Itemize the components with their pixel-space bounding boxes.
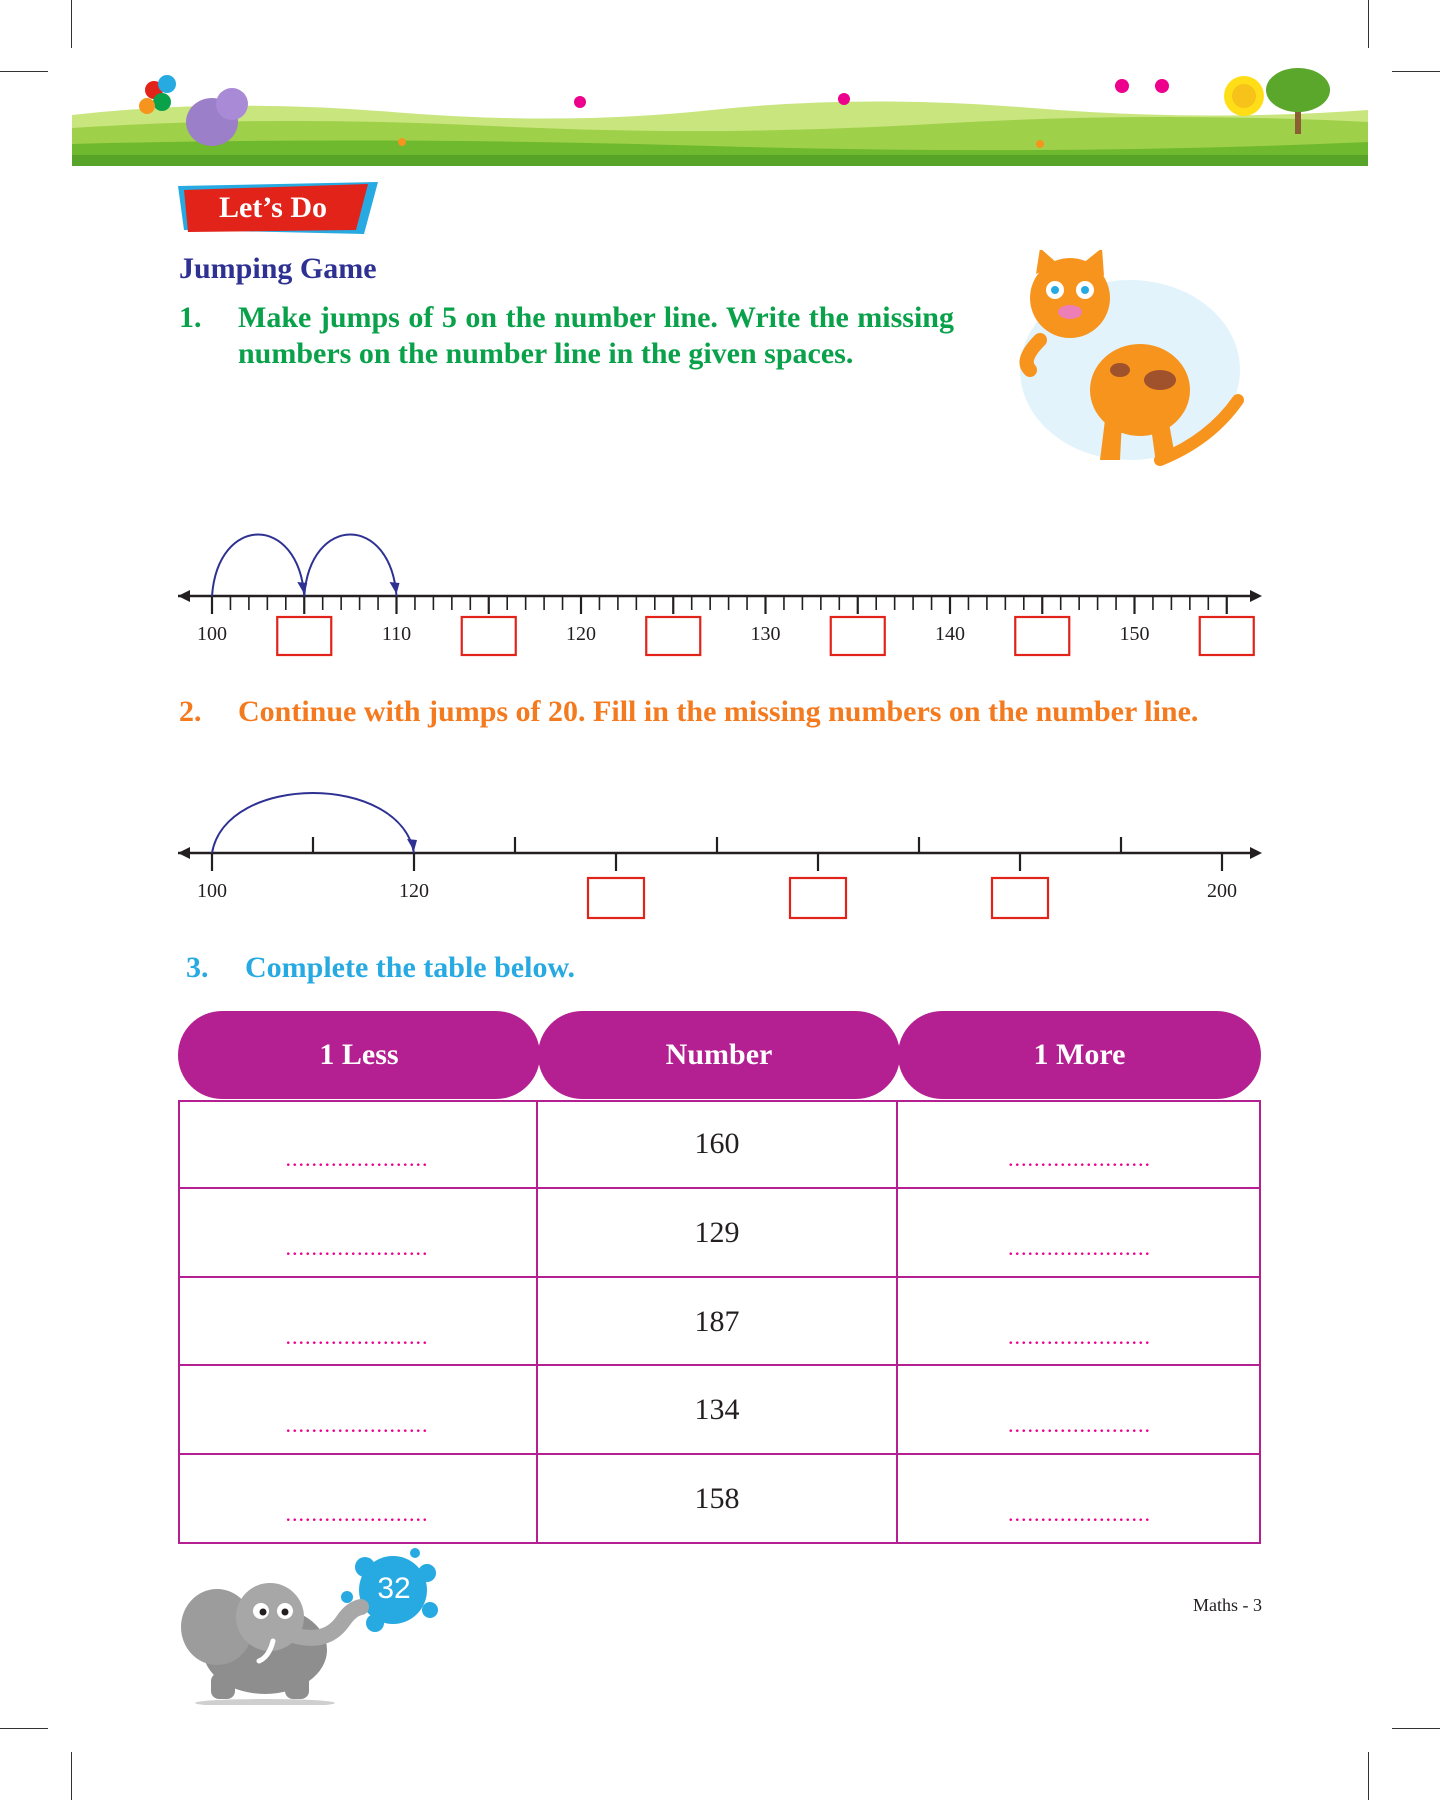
- answer-box: [1015, 617, 1069, 655]
- table-cell-blank[interactable]: [898, 1366, 1261, 1455]
- crop-mark: [0, 1728, 48, 1729]
- number-line-label: 100: [197, 623, 227, 645]
- table-header-1-less: 1 Less: [178, 1011, 540, 1099]
- number-line-label: 140: [935, 623, 965, 645]
- table-cell-number: [538, 1100, 898, 1189]
- table-cell-blank[interactable]: [898, 1100, 1261, 1189]
- crop-mark: [71, 1752, 72, 1800]
- table-cell-number: [538, 1366, 898, 1455]
- table-cell-blank[interactable]: [178, 1366, 538, 1455]
- answer-blank: ......................: [1008, 1412, 1151, 1438]
- answer-blank: ......................: [285, 1501, 429, 1527]
- question-number: 2.: [179, 695, 202, 728]
- answer-blank: ......................: [285, 1234, 429, 1260]
- meadow-banner-illustration: [72, 60, 1368, 166]
- crop-mark: [71, 0, 72, 48]
- jump-arrowhead: [297, 582, 307, 594]
- number-line-label: 200: [1207, 880, 1237, 902]
- crop-mark: [1368, 0, 1369, 48]
- answer-blank: ......................: [1008, 1146, 1151, 1171]
- question-3: [186, 950, 786, 990]
- footer-book-title: Maths - 3: [1193, 1595, 1262, 1615]
- answer-box: [277, 617, 331, 655]
- elephant-illustration: [175, 1545, 450, 1705]
- table-cell-blank[interactable]: [178, 1455, 538, 1544]
- table-cell-blank[interactable]: [178, 1189, 538, 1278]
- question-text: Make jumps of 5 on the number line. Write the missing numbers on the number line in the given spaces.: [238, 301, 954, 370]
- jump-arc: [212, 535, 304, 597]
- table-number-value: 160: [694, 1127, 740, 1160]
- table-cell-number: [538, 1189, 898, 1278]
- table-number-value: 134: [694, 1393, 740, 1427]
- table-cell-blank[interactable]: [178, 1100, 538, 1189]
- table-number-value: 129: [694, 1215, 740, 1249]
- number-line-label: 130: [750, 623, 781, 645]
- table-cell-number: [538, 1455, 898, 1544]
- answer-blank: ......................: [1008, 1501, 1151, 1527]
- answer-box: [992, 878, 1048, 918]
- number-line-label: 110: [381, 623, 412, 645]
- answer-blank: ......................: [1008, 1323, 1151, 1349]
- question-number: 1.: [179, 301, 202, 334]
- answer-box: [646, 617, 700, 655]
- jump-arc: [212, 793, 414, 853]
- answer-blank: ......................: [285, 1323, 429, 1349]
- crop-mark: [1392, 1728, 1440, 1729]
- crop-mark: [1392, 71, 1440, 72]
- table-cell-blank[interactable]: [898, 1189, 1261, 1278]
- axis-arrow-left: [178, 590, 190, 602]
- answer-blank: ......................: [285, 1146, 429, 1171]
- answer-box: [462, 617, 516, 655]
- page-number: 32: [377, 1572, 411, 1605]
- answer-box: [588, 878, 644, 918]
- axis-arrow-right: [1250, 590, 1262, 602]
- answer-table: [178, 1100, 1261, 1544]
- number-line-label: 100: [197, 880, 227, 902]
- table-number-value: 187: [694, 1304, 740, 1338]
- crop-mark: [1368, 1752, 1369, 1800]
- number-line-label: 150: [1119, 623, 1150, 645]
- answer-blank: ......................: [285, 1412, 429, 1438]
- table-header-1-more: 1 More: [898, 1011, 1261, 1099]
- number-line-label: 120: [399, 880, 429, 902]
- table-cell-blank[interactable]: [178, 1278, 538, 1367]
- question-text: Complete the table below.: [245, 951, 575, 984]
- table-cell-blank[interactable]: [898, 1455, 1261, 1544]
- answer-box: [831, 617, 885, 655]
- section-title: Jumping Game: [179, 252, 377, 285]
- question-number: 3.: [186, 951, 209, 984]
- answer-blank: ......................: [1008, 1234, 1151, 1260]
- question-1: [179, 300, 954, 410]
- answer-box: [1200, 617, 1254, 655]
- lets-do-badge-label: Let’s Do: [218, 191, 328, 224]
- table-number-value: 158: [694, 1482, 740, 1516]
- jump-arc: [304, 535, 396, 597]
- table-header-number: Number: [538, 1011, 900, 1099]
- jump-arrowhead: [407, 839, 417, 851]
- table-cell-number: [538, 1278, 898, 1367]
- table-cell-blank[interactable]: [898, 1278, 1261, 1367]
- axis-arrow-left: [178, 847, 190, 859]
- axis-arrow-right: [1250, 847, 1262, 859]
- number-line-label: 120: [566, 623, 596, 645]
- crop-mark: [0, 71, 48, 72]
- question-text: Continue with jumps of 20. Fill in the missing numbers on the number line.: [238, 695, 1199, 728]
- jump-arrowhead: [390, 582, 400, 594]
- question-2: [179, 694, 1261, 774]
- cat-illustration: [1010, 250, 1250, 480]
- answer-box: [790, 878, 846, 918]
